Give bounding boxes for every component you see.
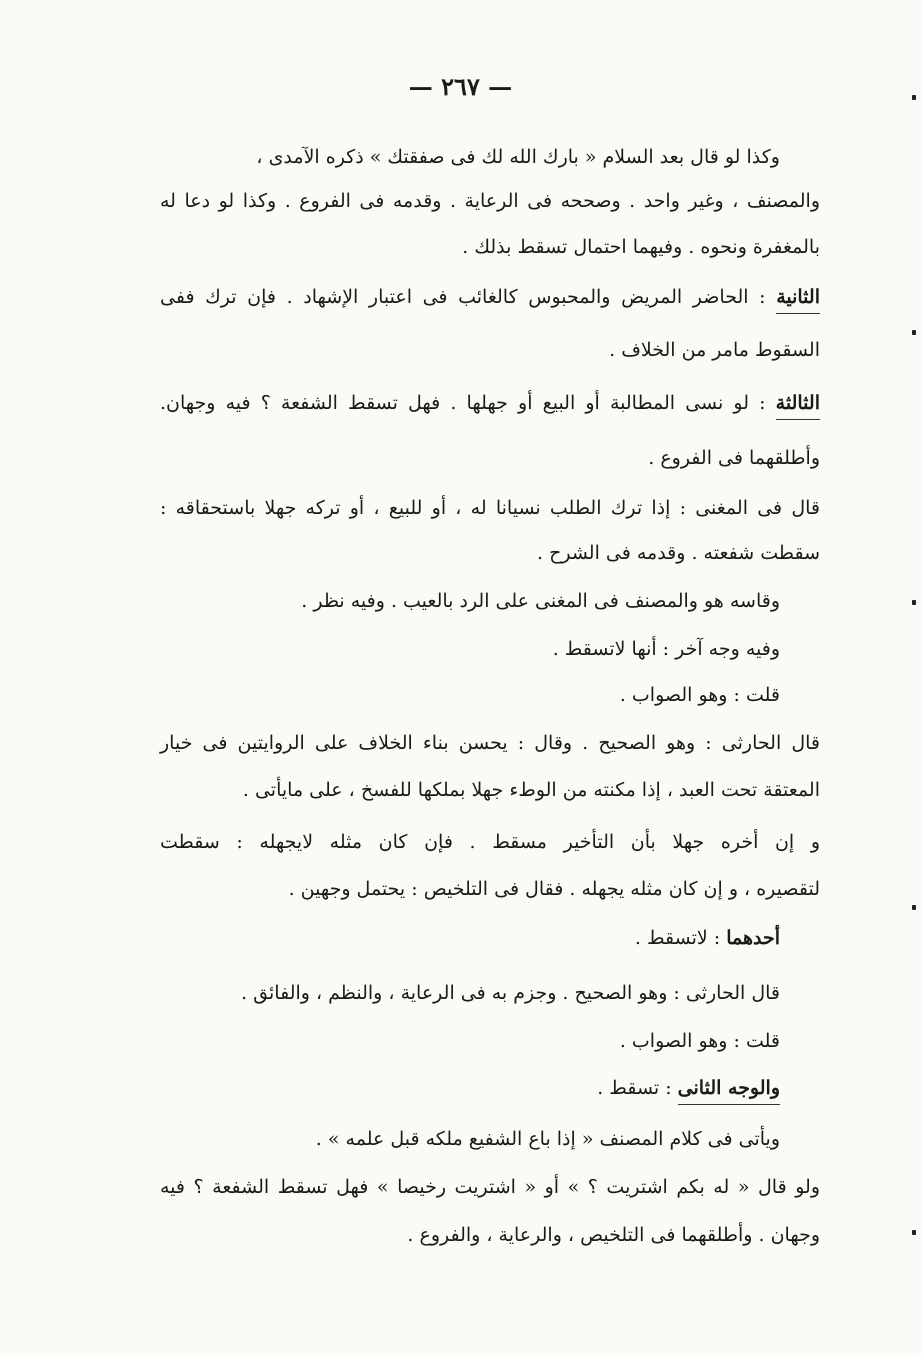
text-line [620, 1026, 780, 1056]
text-line [241, 978, 780, 1008]
line-text: السقوط مامر من الخلاف . [609, 339, 820, 361]
text-line [160, 493, 820, 523]
line-text: ويأتى فى كلام المصنف « إذا باع الشفيع ملكه قبل علمه » . [315, 1128, 780, 1150]
text-line [648, 443, 820, 473]
margin-mark [912, 330, 916, 335]
text-line [316, 1124, 780, 1154]
text-line [301, 586, 780, 616]
text-line [160, 1172, 820, 1202]
line-text: قال فى المغنى : إذا ترك الطلب نسيانا له ، أو للبيع ، أو تركه جهلا باستحقاقه : [160, 497, 820, 519]
line-text: قال الحارثى : وهو الصحيح . وقال : يحسن بناء الخلاف على الروايتين فى خيار [160, 732, 820, 754]
text-line [160, 186, 820, 216]
margin-mark [912, 1230, 916, 1235]
line-text: وقاسه هو والمصنف فى المغنى على الرد بالعيب . وفيه نظر . [301, 590, 780, 612]
line-text: لتقصيره ، و إن كان مثله يجهله . فقال فى التلخيص : يحتمل وجهين . [288, 878, 820, 900]
margin-mark [912, 905, 916, 910]
text-line [160, 388, 820, 418]
line-text: قلت : وهو الصواب . [619, 684, 780, 706]
margin-mark [912, 600, 916, 605]
text-line [609, 335, 820, 365]
section-heading: الثالثة [775, 392, 820, 414]
line-text: وجهان . وأطلقهما فى التلخيص ، والرعاية ، والفروع . [407, 1224, 820, 1246]
text-line [597, 1073, 780, 1103]
line-text: المعتقة تحت العبد ، إذا مكنته من الوطء جهلا بملكها للفسخ ، على مايأتى . [242, 779, 820, 801]
line-text: وفيه وجه آخر : أنها لاتسقط . [552, 638, 780, 660]
line-text: قال الحارثى : وهو الصحيح . وجزم به فى الرعاية ، والنظم ، والفائق . [241, 982, 780, 1004]
text-line [160, 282, 820, 312]
line-text: سقطت شفعته . وقدمه فى الشرح . [537, 542, 820, 564]
margin-mark [912, 95, 916, 100]
text-line [407, 1220, 820, 1250]
page-number: — ٢٦٧ — [408, 72, 513, 101]
line-text: : لو نسى المطالبة أو البيع أو جهلها . فهل تسقط الشفعة ؟ فيه وجهان. [160, 392, 766, 414]
text-line [160, 728, 820, 758]
section-heading: أحدهما [726, 927, 780, 949]
text-line [553, 634, 780, 664]
line-text: : تسقط . [597, 1077, 672, 1099]
text-line [289, 874, 820, 904]
line-text: والمصنف ، وغير واحد . وصححه فى الرعاية . وقدمه فى الفروع . وكذا لو دعا له [160, 190, 820, 212]
text-line [243, 775, 820, 805]
line-text: : لاتسقط . [634, 927, 721, 949]
line-text: وكذا لو قال بعد السلام « بارك الله لك فى صفقتك » ذكره الآمدى ، [256, 146, 780, 168]
line-text: و إن أخره جهلا بأن التأخير مسقط . فإن كان مثله لايجهله : سقطت [160, 831, 820, 853]
text-line [160, 827, 820, 857]
text-line [635, 923, 780, 953]
line-text: ولو قال « له بكم اشتريت ؟ » أو « اشتريت رخيصا » فهل تسقط الشفعة ؟ فيه [160, 1176, 820, 1198]
section-heading: والوجه الثانى [677, 1077, 780, 1099]
text-line [620, 680, 780, 710]
line-text: وأطلقهما فى الفروع . [648, 447, 820, 469]
line-text: بالمغفرة ونحوه . وفيهما احتمال تسقط بذلك . [462, 236, 820, 258]
text-line [462, 232, 820, 262]
line-text: : الحاضر المريض والمحبوس كالغائب فى اعتبار الإشهاد . فإن ترك ففى [160, 286, 766, 308]
text-line [537, 538, 820, 568]
line-text: قلت : وهو الصواب . [619, 1030, 780, 1052]
section-heading: الثانية [776, 286, 820, 308]
text-line [256, 142, 780, 172]
